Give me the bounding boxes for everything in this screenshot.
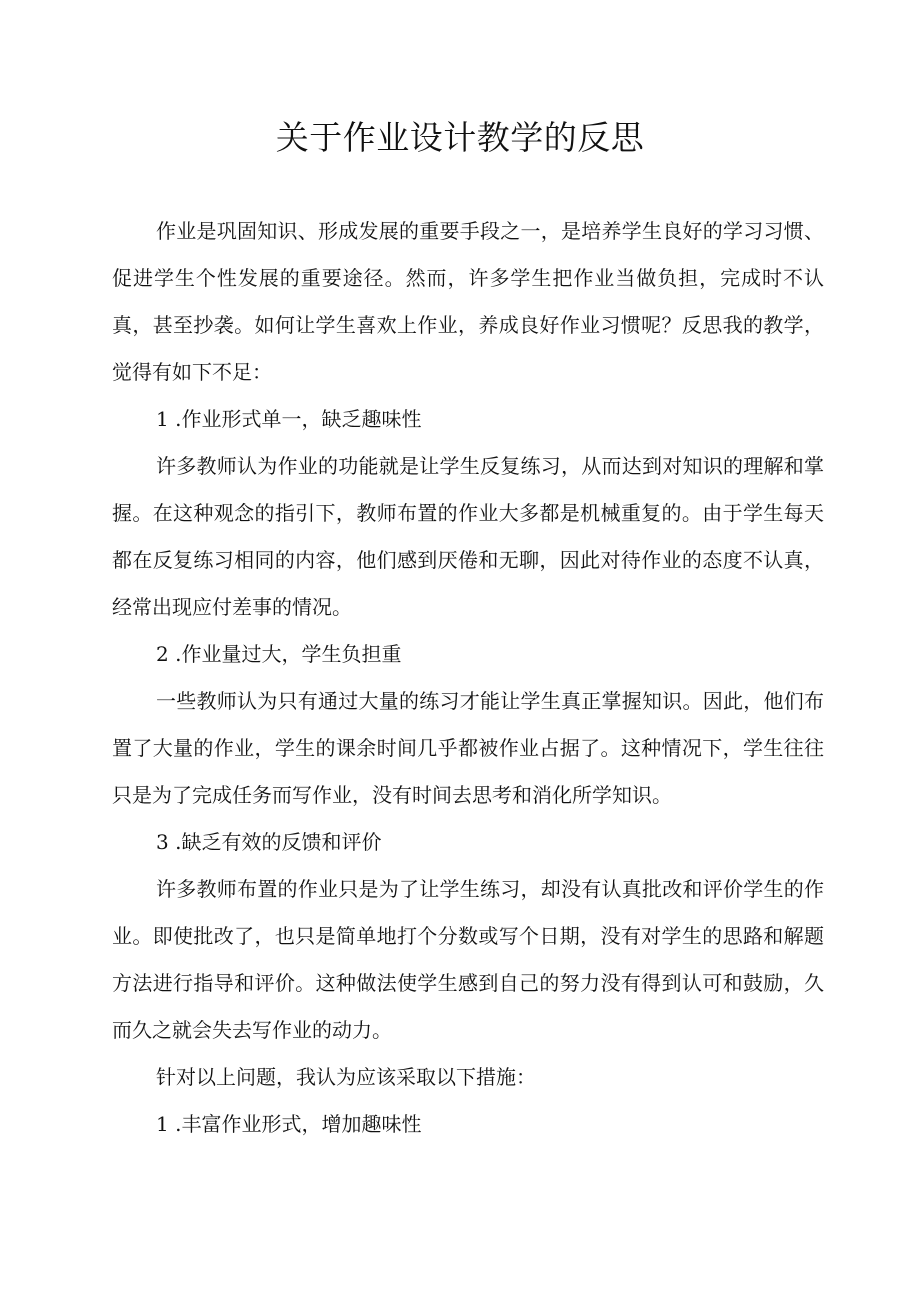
section-heading-3: 3 .缺乏有效的反馈和评价 [156,830,382,854]
section-heading-1: 1 .作业形式单一，缺乏趣味性 [156,407,422,431]
paragraph-workload: 一些教师认为只有通过大量的练习才能让学生真正掌握知识。因此，他们布置了大量的作业，学生的课余时间几乎都被作业占据了。这种情况下，学生往往只是为了完成任务而写作业，没有时间去思考和消化所学知识。 [112,689,824,807]
paragraph-measures-intro: 针对以上问题，我认为应该采取以下措施： [156,1065,536,1089]
document-title: 关于作业设计教学的反思 [275,118,645,157]
paragraph-intro: 作业是巩固知识、形成发展的重要手段之一，是培养学生良好的学习习惯、促进学生个性发展的重要途径。然而，许多学生把作业当做负担，完成时不认真，甚至抄袭。如何让学生喜欢上作业，养成良好作业习惯呢？反思我的教学，觉得有如下不足： [112,219,824,384]
paragraph-feedback: 许多教师布置的作业只是为了让学生练习，却没有认真批改和评价学生的作业。即使批改了，也只是简单地打个分数或写个日期，没有对学生的思路和解题方法进行指导和评价。这种做法使学生感到自己的努力没有得到认可和鼓励，久而久之就会失去写作业的动力。 [112,877,824,1042]
section-heading-2: 2 .作业量过大，学生负担重 [156,642,402,666]
measure-heading-1: 1 .丰富作业形式，增加趣味性 [156,1112,422,1136]
document-body [112,208,824,1148]
paragraph-form-single: 许多教师认为作业的功能就是让学生反复练习，从而达到对知识的理解和掌握。在这种观念的指引下，教师布置的作业大多都是机械重复的。由于学生每天都在反复练习相同的内容，他们感到厌倦和无聊，因此对待作业的态度不认真，经常出现应付差事的情况。 [112,454,824,619]
